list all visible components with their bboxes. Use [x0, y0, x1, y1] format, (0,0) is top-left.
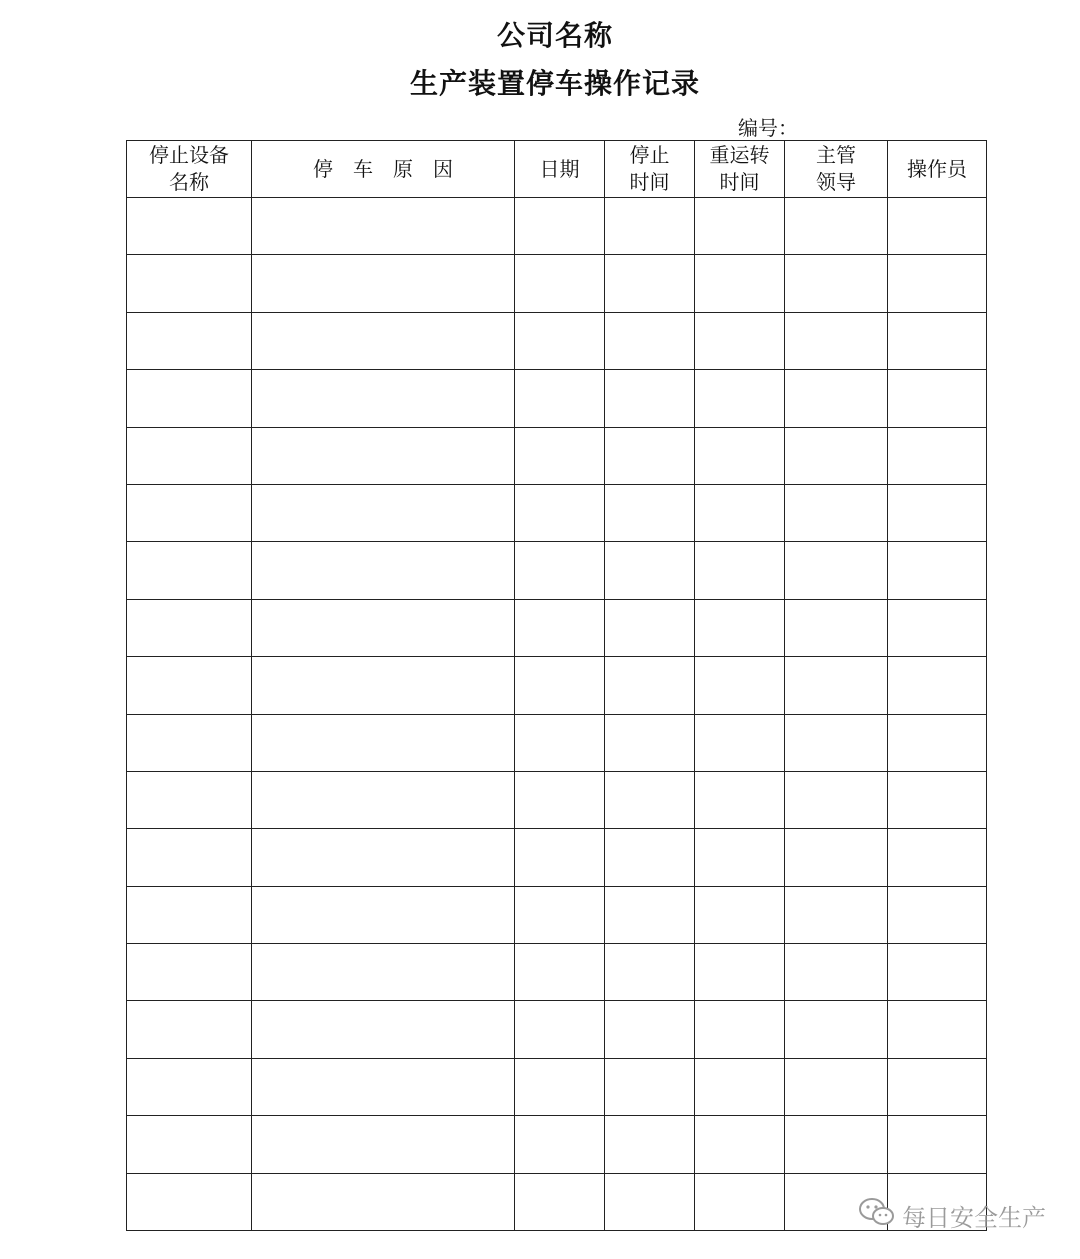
header-line: 操作员 — [907, 156, 967, 181]
header-supervisor — [785, 141, 888, 198]
cell-equipment-name[interactable] — [127, 198, 252, 255]
cell-equipment-name[interactable] — [127, 542, 252, 599]
cell-date[interactable] — [515, 1116, 605, 1173]
cell-supervisor[interactable] — [785, 255, 888, 312]
header-stop-time — [605, 141, 695, 198]
watermark-text: 每日安全生产 — [902, 1203, 1046, 1232]
cell-restart-time[interactable] — [695, 427, 785, 484]
cell-shutdown-reason[interactable] — [252, 198, 515, 255]
cell-supervisor[interactable] — [785, 1001, 888, 1058]
cell-restart-time[interactable] — [695, 542, 785, 599]
cell-operator[interactable] — [888, 886, 987, 943]
header-line: 主管 — [816, 143, 856, 167]
cell-shutdown-reason[interactable] — [252, 599, 515, 656]
table-body — [127, 198, 987, 1231]
header-equipment-name — [127, 141, 252, 198]
cell-equipment-name[interactable] — [127, 1173, 252, 1230]
cell-supervisor[interactable] — [785, 714, 888, 771]
table-row — [127, 1116, 987, 1173]
cell-operator[interactable] — [888, 829, 987, 886]
cell-supervisor[interactable] — [785, 198, 888, 255]
cell-shutdown-reason[interactable] — [252, 370, 515, 427]
cell-supervisor[interactable] — [785, 944, 888, 1001]
table-row — [127, 944, 987, 1001]
cell-shutdown-reason[interactable] — [252, 714, 515, 771]
cell-stop-time[interactable] — [605, 484, 695, 541]
table-row — [127, 484, 987, 541]
table-row — [127, 599, 987, 656]
cell-shutdown-reason[interactable] — [252, 771, 515, 828]
cell-operator[interactable] — [888, 198, 987, 255]
cell-operator[interactable] — [888, 944, 987, 1001]
cell-shutdown-reason[interactable] — [252, 657, 515, 714]
cell-operator[interactable] — [888, 771, 987, 828]
cell-date[interactable] — [515, 1001, 605, 1058]
cell-equipment-name[interactable] — [127, 1116, 252, 1173]
cell-equipment-name[interactable] — [127, 1058, 252, 1115]
cell-restart-time[interactable] — [695, 886, 785, 943]
cell-stop-time[interactable] — [605, 1116, 695, 1173]
cell-shutdown-reason[interactable] — [252, 484, 515, 541]
table-row — [127, 542, 987, 599]
cell-date[interactable] — [515, 255, 605, 312]
cell-date[interactable] — [515, 542, 605, 599]
cell-equipment-name[interactable] — [127, 714, 252, 771]
cell-shutdown-reason[interactable] — [252, 829, 515, 886]
company-name: 公司名称 — [496, 19, 613, 52]
header-operator — [888, 141, 987, 198]
table-row — [127, 714, 987, 771]
table-row — [127, 255, 987, 312]
cell-shutdown-reason[interactable] — [252, 255, 515, 312]
cell-shutdown-reason[interactable] — [252, 427, 515, 484]
header-line: 停止 — [629, 143, 670, 167]
cell-restart-time[interactable] — [695, 198, 785, 255]
cell-operator[interactable] — [888, 1116, 987, 1173]
cell-operator[interactable] — [888, 427, 987, 484]
header-line: 时间 — [719, 170, 760, 194]
cell-restart-time[interactable] — [695, 657, 785, 714]
cell-restart-time[interactable] — [695, 1001, 785, 1058]
header-line: 停止设备 — [149, 143, 229, 167]
cell-stop-time[interactable] — [605, 1001, 695, 1058]
table-row — [127, 657, 987, 714]
cell-operator[interactable] — [888, 1001, 987, 1058]
cell-date[interactable] — [515, 886, 605, 943]
cell-equipment-name[interactable] — [127, 886, 252, 943]
table-row — [127, 1058, 987, 1115]
cell-operator[interactable] — [888, 255, 987, 312]
cell-stop-time[interactable] — [605, 198, 695, 255]
cell-operator[interactable] — [888, 714, 987, 771]
cell-date[interactable] — [515, 771, 605, 828]
cell-supervisor[interactable] — [785, 829, 888, 886]
header-line: 停 车 原 因 — [313, 156, 453, 181]
cell-restart-time[interactable] — [695, 599, 785, 656]
cell-shutdown-reason[interactable] — [252, 312, 515, 369]
header-restart-time — [695, 141, 785, 198]
cell-equipment-name[interactable] — [127, 427, 252, 484]
cell-date[interactable] — [515, 1173, 605, 1230]
cell-operator[interactable] — [888, 657, 987, 714]
header-line: 名称 — [169, 170, 209, 194]
cell-operator[interactable] — [888, 1058, 987, 1115]
cell-equipment-name[interactable] — [127, 312, 252, 369]
table-row — [127, 771, 987, 828]
cell-restart-time[interactable] — [695, 484, 785, 541]
cell-stop-time[interactable] — [605, 1173, 695, 1230]
cell-operator[interactable] — [888, 599, 987, 656]
table-row — [127, 370, 987, 427]
cell-stop-time[interactable] — [605, 599, 695, 656]
header-shutdown-reason — [252, 141, 515, 198]
cell-equipment-name[interactable] — [127, 599, 252, 656]
shutdown-record-table — [126, 140, 987, 1231]
cell-stop-time[interactable] — [605, 944, 695, 1001]
table-header-row — [127, 141, 987, 198]
cell-date[interactable] — [515, 427, 605, 484]
cell-equipment-name[interactable] — [127, 484, 252, 541]
cell-operator[interactable] — [888, 484, 987, 541]
cell-equipment-name[interactable] — [127, 657, 252, 714]
cell-supervisor[interactable] — [785, 657, 888, 714]
cell-date[interactable] — [515, 657, 605, 714]
cell-shutdown-reason[interactable] — [252, 542, 515, 599]
cell-stop-time[interactable] — [605, 771, 695, 828]
cell-shutdown-reason[interactable] — [252, 1001, 515, 1058]
cell-date[interactable] — [515, 944, 605, 1001]
cell-equipment-name[interactable] — [127, 771, 252, 828]
serial-number-label: 编号： — [738, 116, 798, 140]
cell-date[interactable] — [515, 714, 605, 771]
table-row — [127, 312, 987, 369]
cell-stop-time[interactable] — [605, 370, 695, 427]
cell-equipment-name[interactable] — [127, 829, 252, 886]
cell-supervisor[interactable] — [785, 542, 888, 599]
cell-stop-time[interactable] — [605, 312, 695, 369]
header-line: 领导 — [816, 170, 856, 194]
cell-supervisor[interactable] — [785, 886, 888, 943]
cell-shutdown-reason[interactable] — [252, 1116, 515, 1173]
cell-restart-time[interactable] — [695, 1058, 785, 1115]
cell-stop-time[interactable] — [605, 255, 695, 312]
cell-supervisor[interactable] — [785, 771, 888, 828]
cell-restart-time[interactable] — [695, 944, 785, 1001]
table-row — [127, 1001, 987, 1058]
cell-restart-time[interactable] — [695, 714, 785, 771]
cell-stop-time[interactable] — [605, 829, 695, 886]
table-row — [127, 886, 987, 943]
cell-equipment-name[interactable] — [127, 370, 252, 427]
cell-stop-time[interactable] — [605, 542, 695, 599]
cell-stop-time[interactable] — [605, 657, 695, 714]
cell-supervisor[interactable] — [785, 484, 888, 541]
watermark — [858, 1197, 1046, 1233]
cell-supervisor[interactable] — [785, 1116, 888, 1173]
cell-date[interactable] — [515, 484, 605, 541]
cell-date[interactable] — [515, 599, 605, 656]
cell-supervisor[interactable] — [785, 370, 888, 427]
header-date — [515, 141, 605, 198]
cell-supervisor[interactable] — [785, 599, 888, 656]
cell-shutdown-reason[interactable] — [252, 1173, 515, 1230]
cell-date[interactable] — [515, 312, 605, 369]
cell-restart-time[interactable] — [695, 1116, 785, 1173]
cell-equipment-name[interactable] — [127, 255, 252, 312]
cell-date[interactable] — [515, 198, 605, 255]
cell-equipment-name[interactable] — [127, 944, 252, 1001]
cell-operator[interactable] — [888, 542, 987, 599]
header-line: 重运转 — [709, 143, 770, 167]
header-line: 时间 — [629, 170, 670, 194]
cell-shutdown-reason[interactable] — [252, 886, 515, 943]
cell-supervisor[interactable] — [785, 427, 888, 484]
header-line: 日期 — [539, 156, 580, 181]
cell-restart-time[interactable] — [695, 771, 785, 828]
document-title: 生产装置停车操作记录 — [409, 67, 700, 100]
cell-stop-time[interactable] — [605, 886, 695, 943]
table-row — [127, 427, 987, 484]
cell-restart-time[interactable] — [695, 1173, 785, 1230]
cell-restart-time[interactable] — [695, 370, 785, 427]
cell-stop-time[interactable] — [605, 1058, 695, 1115]
wechat-icon — [858, 1197, 896, 1233]
cell-operator[interactable] — [888, 370, 987, 427]
cell-date[interactable] — [515, 829, 605, 886]
cell-supervisor[interactable] — [785, 1058, 888, 1115]
cell-stop-time[interactable] — [605, 427, 695, 484]
cell-equipment-name[interactable] — [127, 1001, 252, 1058]
table-row — [127, 829, 987, 886]
cell-shutdown-reason[interactable] — [252, 944, 515, 1001]
cell-stop-time[interactable] — [605, 714, 695, 771]
cell-supervisor[interactable] — [785, 312, 888, 369]
cell-restart-time[interactable] — [695, 829, 785, 886]
table-row — [127, 198, 987, 255]
cell-date[interactable] — [515, 370, 605, 427]
cell-date[interactable] — [515, 1058, 605, 1115]
cell-shutdown-reason[interactable] — [252, 1058, 515, 1115]
cell-operator[interactable] — [888, 312, 987, 369]
cell-restart-time[interactable] — [695, 312, 785, 369]
cell-restart-time[interactable] — [695, 255, 785, 312]
